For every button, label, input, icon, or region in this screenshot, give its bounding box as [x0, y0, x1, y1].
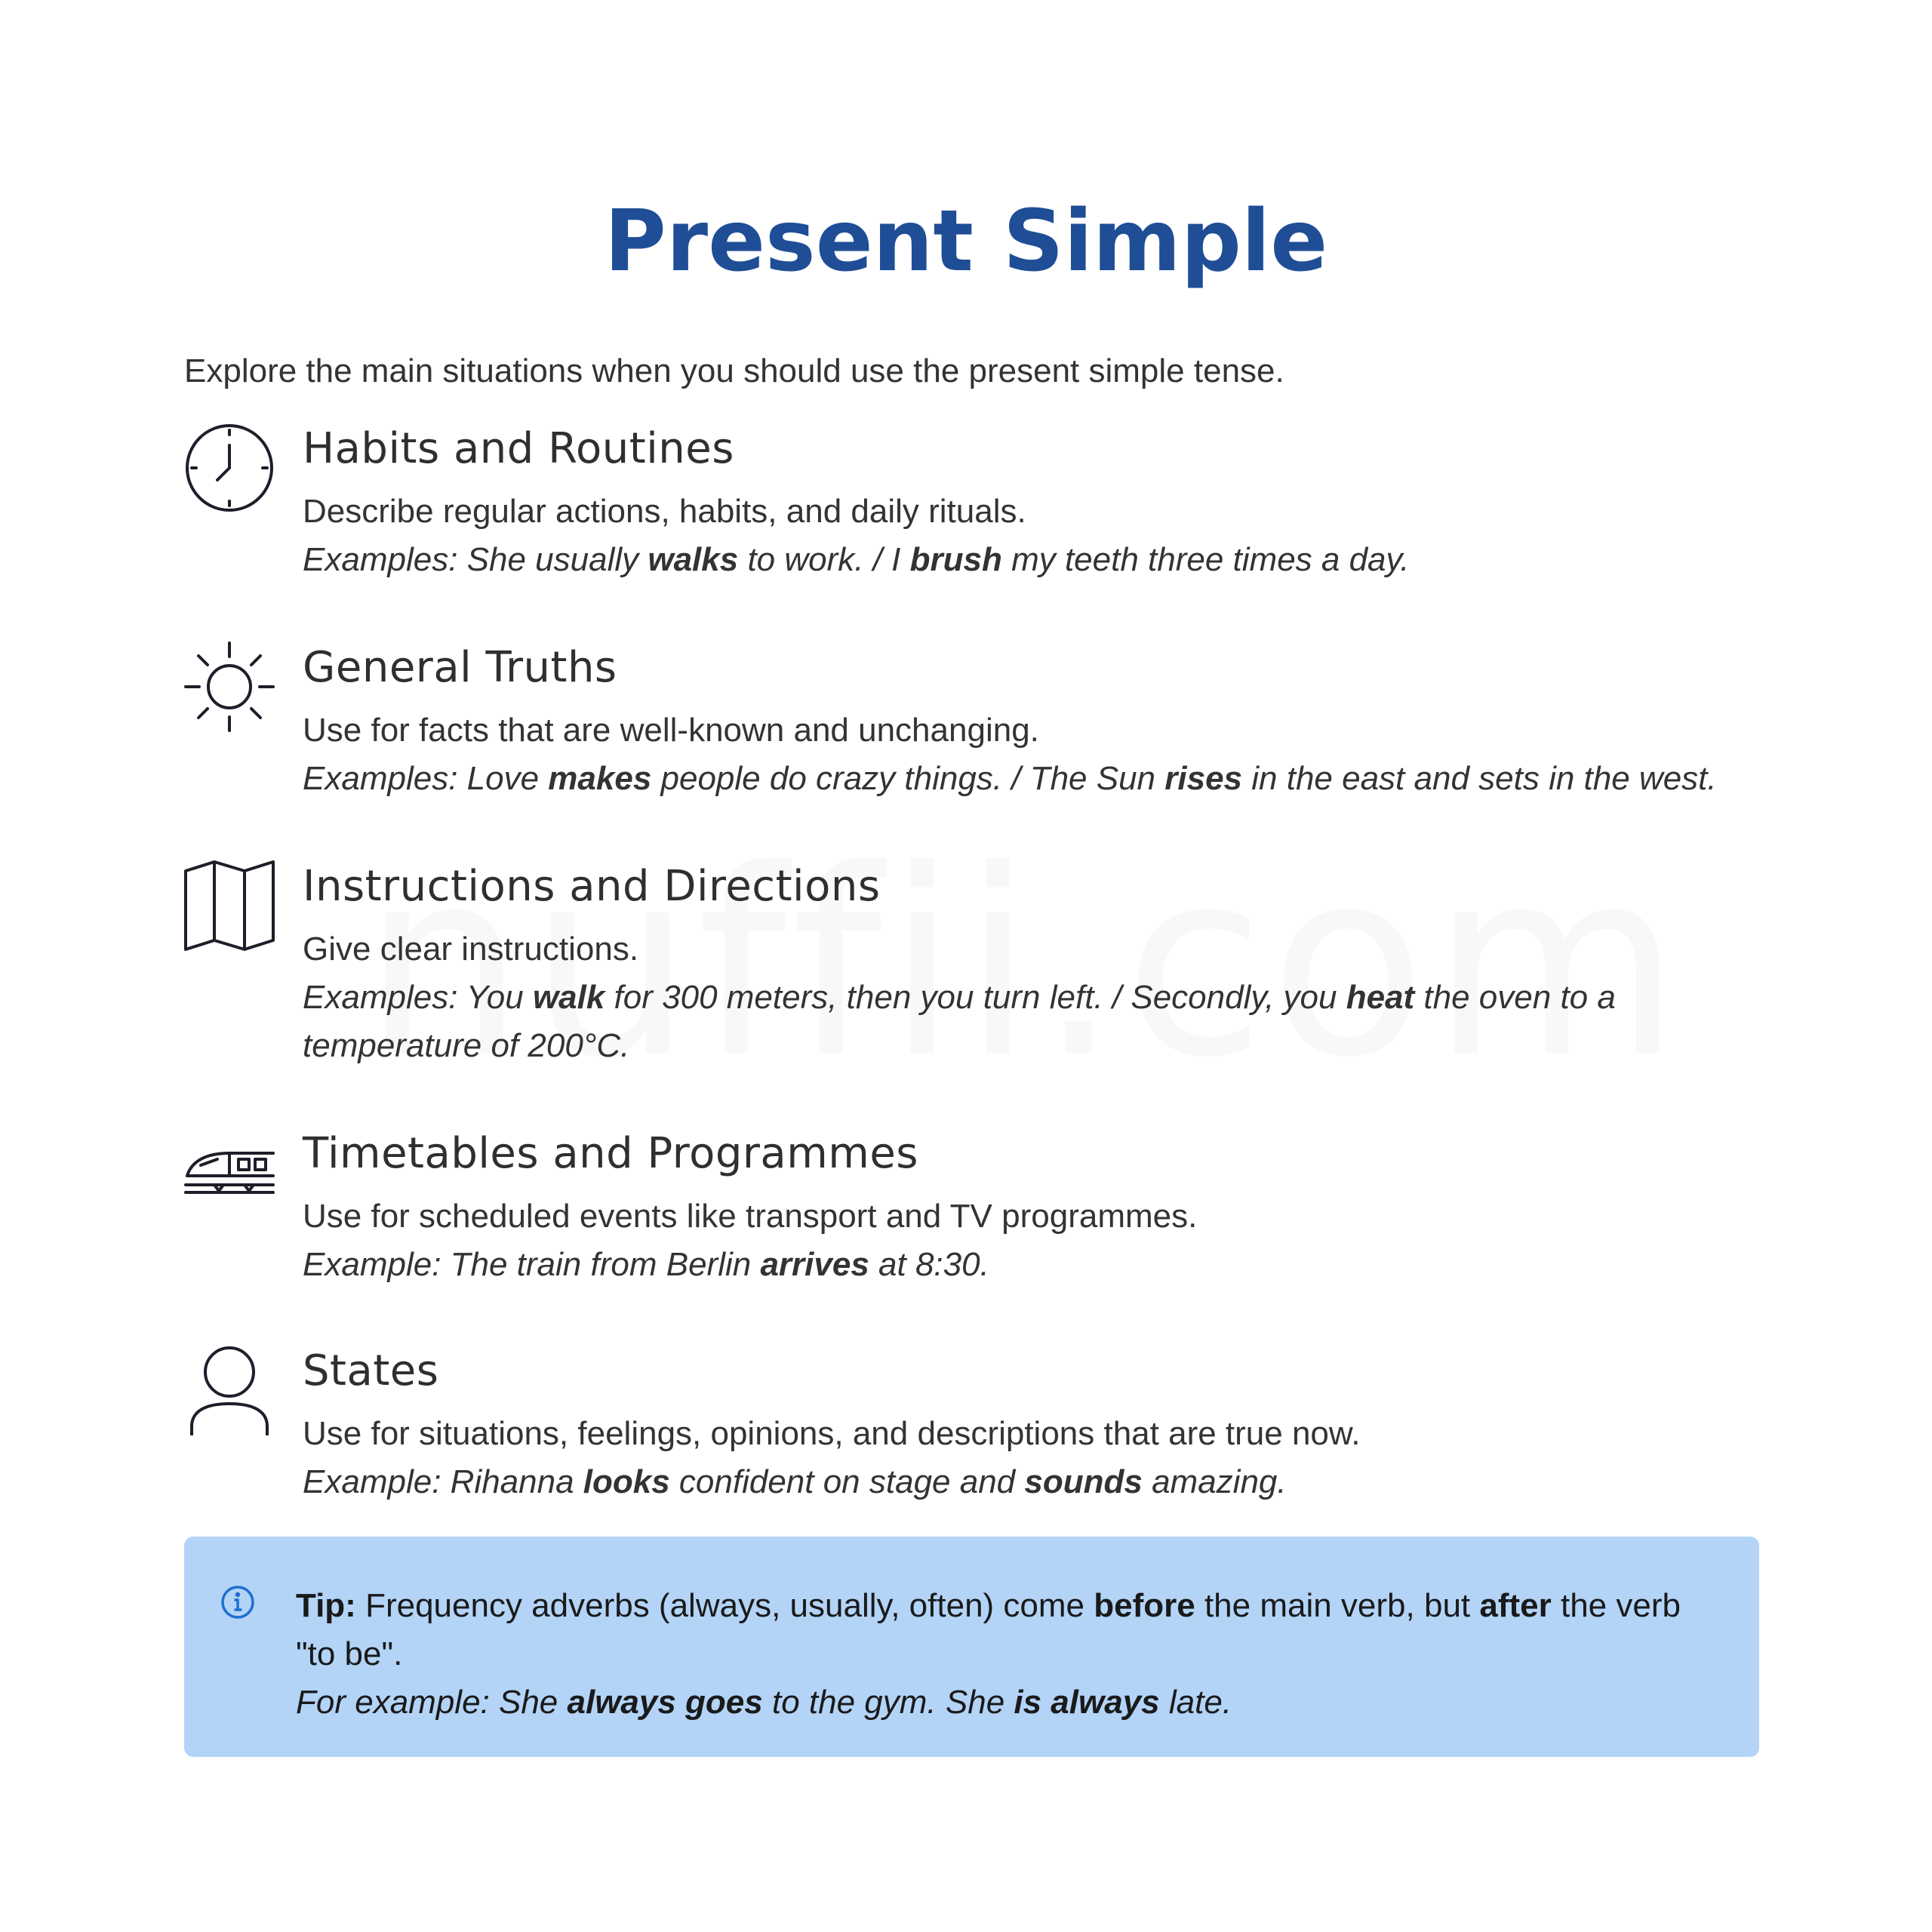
tip-label: Tip: [296, 1587, 356, 1624]
tip-emphasis: before [1094, 1587, 1195, 1624]
section-example [303, 1458, 1850, 1506]
example-verb: looks [583, 1463, 670, 1500]
section-example [303, 1241, 1850, 1289]
section-heading: States [303, 1346, 439, 1395]
section-description: Use for situations, feelings, opinions, and descriptions that are true now. [303, 1415, 1361, 1452]
section-description: Use for scheduled events like transport and TV programmes. [303, 1198, 1198, 1235]
tip-text-part: the main verb, but [1195, 1587, 1480, 1624]
section-example [303, 536, 1850, 584]
tip-example [296, 1684, 1232, 1721]
tip-example-text: late. [1159, 1684, 1232, 1721]
example-verb: sounds [1024, 1463, 1143, 1500]
example-text: to work. / I [738, 541, 910, 578]
person-icon [184, 1345, 275, 1435]
section-heading: Habits and Routines [303, 424, 734, 473]
example-text: my teeth three times a day. [1001, 541, 1410, 578]
section-heading: Instructions and Directions [303, 862, 881, 911]
example-text: confident on stage and [669, 1463, 1025, 1500]
example-text: Examples: Love [303, 760, 549, 797]
tip-example-verb: always goes [567, 1684, 763, 1721]
example-text: Example: The train from Berlin [303, 1246, 761, 1283]
info-icon [220, 1585, 255, 1620]
tip-example-text: to the gym. She [762, 1684, 1014, 1721]
example-text: people do crazy things. / The Sun [651, 760, 1165, 797]
example-verb: walk [532, 979, 605, 1016]
example-text: in the east and sets in the west. [1242, 760, 1717, 797]
tip-box [184, 1537, 1759, 1757]
tip-example-text: For example: She [296, 1684, 568, 1721]
example-text: amazing. [1142, 1463, 1287, 1500]
example-verb: heat [1346, 979, 1415, 1016]
sun-icon [184, 641, 275, 732]
train-icon [184, 1143, 275, 1233]
example-text: Example: Rihanna [303, 1463, 583, 1500]
example-verb: makes [548, 760, 652, 797]
clock-icon [184, 423, 275, 513]
tip-text-part: the verb "to be". [296, 1587, 1681, 1672]
tip-emphasis: after [1479, 1587, 1552, 1624]
example-verb: rises [1164, 760, 1243, 797]
example-verb: arrives [760, 1246, 869, 1283]
tip-text [296, 1582, 1715, 1727]
map-icon [184, 860, 275, 951]
intro-text: Explore the main situations when you should use the present simple tense. [184, 352, 1284, 389]
example-text: Examples: You [303, 979, 533, 1016]
section-heading: Timetables and Programmes [303, 1129, 918, 1178]
page-title: Present Simple [604, 192, 1328, 291]
tip-text-part: Frequency adverbs (always, usually, often) come [355, 1587, 1094, 1624]
section-description: Describe regular actions, habits, and daily rituals. [303, 493, 1026, 530]
section-example [303, 974, 1782, 1070]
section-description: Give clear instructions. [303, 931, 639, 968]
example-text: at 8:30. [869, 1246, 989, 1283]
example-text: for 300 meters, then you turn left. / Secondly, you [605, 979, 1346, 1016]
tip-example-verb: is always [1014, 1684, 1160, 1721]
example-verb: brush [909, 541, 1002, 578]
example-text: the oven to a temperature of 200°C. [303, 979, 1616, 1064]
example-verb: walks [648, 541, 739, 578]
section-example [303, 755, 1850, 803]
example-text: Examples: She usually [303, 541, 648, 578]
section-description: Use for facts that are well-known and unchanging. [303, 712, 1039, 749]
section-heading: General Truths [303, 643, 617, 692]
